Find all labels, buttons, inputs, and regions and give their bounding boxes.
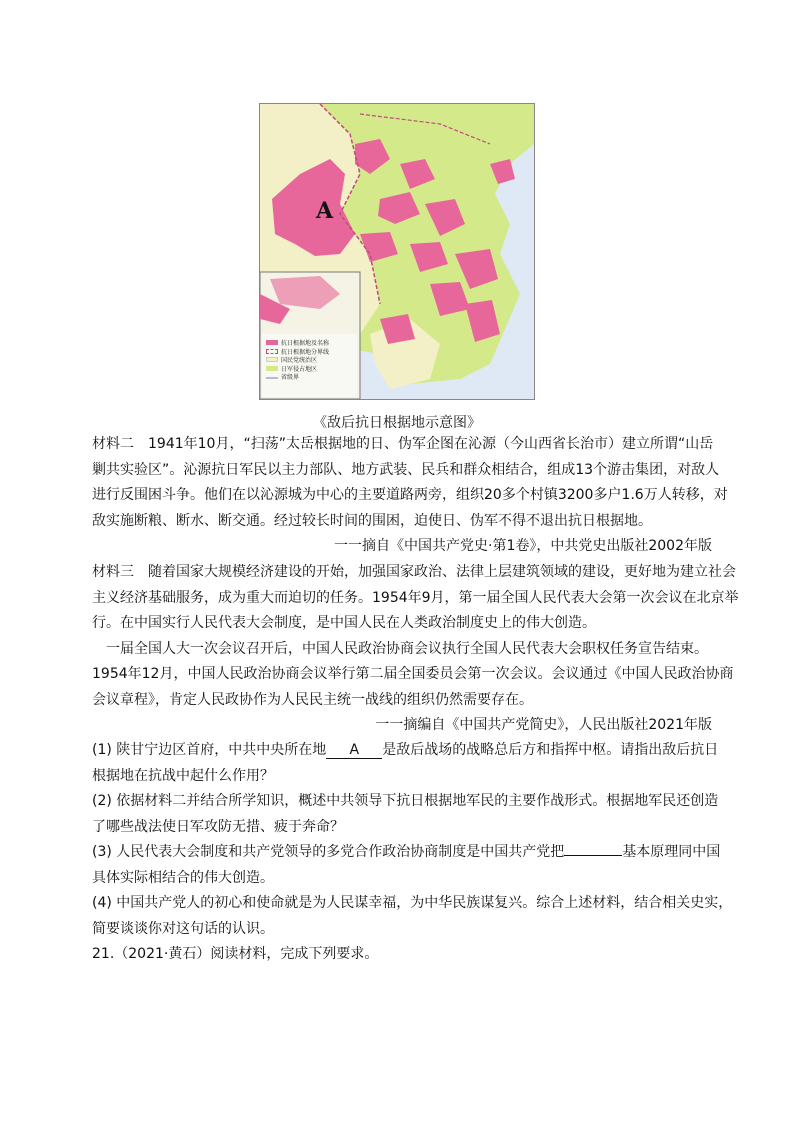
question-2-line2: 了哪些战法使日军攻防无措、疲于奔命？ bbox=[92, 818, 344, 835]
legend-label: 日军侵占地区 bbox=[281, 365, 318, 373]
legend-item bbox=[266, 349, 329, 358]
legend-swatch bbox=[266, 377, 278, 379]
map-legend bbox=[266, 340, 329, 383]
answer-blank-a[interactable]: A bbox=[326, 742, 382, 759]
legend-item bbox=[266, 366, 329, 375]
material-two-line: 剿共实验区”。沁源抗日军民以主力部队、地方武装、民兵和群众相结合，组成13个游击集团，对敌人 bbox=[92, 461, 720, 478]
legend-item bbox=[266, 374, 329, 383]
material-two-line: 敌实施断粮、断水、断交通。经过较长时间的围困，迫使日、伪军不得不退出抗日根据地。 bbox=[92, 512, 652, 529]
question-4-line1: (4) 中国共产党人的初心和使命就是为人民谋幸福，为中华民族谋复兴。综合上述材料，结合相关史实， bbox=[92, 895, 733, 911]
label-a: A bbox=[316, 198, 334, 224]
legend-swatch bbox=[266, 366, 278, 371]
question-1-text: (1) 陕甘宁边区首府，中共中央所在地 bbox=[92, 742, 327, 758]
map-caption: 《敌后抗日根据地示意图》 bbox=[313, 415, 481, 431]
question-3 bbox=[92, 840, 721, 866]
material-two bbox=[92, 432, 728, 560]
material-three-line: 行。在中国实行人民代表大会制度，是中国人民在人类政治制度史上的伟大创造。 bbox=[92, 615, 596, 631]
question-3-line2: 具体实际相结合的伟大创造。 bbox=[92, 869, 274, 886]
question-1-line2: 根据地在抗战中起什么作用？ bbox=[92, 767, 274, 784]
material-three-line: 材料三 随着国家大规模经济建设的开始，加强国家政治、法律上层建筑领域的建设，更好地为建立社会 bbox=[92, 564, 736, 580]
question-1-text-cont: 是敌后战场的战略总后方和指挥中枢。请指出敌后抗日 bbox=[382, 742, 719, 758]
material-three bbox=[92, 560, 739, 739]
base-area-map bbox=[259, 103, 535, 400]
material-three-line: 主义经济基础服务，成为重大而迫切的任务。1954年9月，第一届全国人民代表大会第一次会议在北京举 bbox=[92, 589, 739, 606]
question-1 bbox=[92, 738, 719, 764]
material-two-line: 材料二 1941年10月，“扫荡”太岳根据地的日、伪军企图在沁源（今山西省长治市）建立所谓“山岳 bbox=[92, 436, 714, 452]
legend-swatch bbox=[266, 340, 278, 345]
legend-swatch bbox=[266, 357, 278, 362]
material-three-line: 一届全国人大一次会议召开后，中国人民政治协商会议执行全国人民代表大会职权任务宣告结束。 bbox=[106, 640, 708, 657]
legend-label: 国民党统治区 bbox=[281, 357, 318, 364]
legend-label: 抗日根据地分界线 bbox=[281, 348, 330, 356]
question-3-text: (3) 人民代表大会制度和共产党领导的多党合作政治协商制度是中国共产党把 bbox=[92, 844, 565, 860]
questions bbox=[92, 738, 733, 968]
question-3-text-cont: 基本原理同中国 bbox=[622, 844, 721, 860]
legend-item bbox=[266, 357, 329, 366]
legend-item bbox=[266, 340, 329, 349]
answer-blank[interactable] bbox=[564, 841, 622, 856]
question-4-line2: 简要谈谈你对这句话的认识。 bbox=[92, 920, 274, 937]
legend-swatch bbox=[266, 349, 278, 354]
legend-label: 省级界 bbox=[281, 374, 300, 381]
material-three-line: 会议章程》，肯定人民政协作为人民民主统一战线的组织仍然需要存在。 bbox=[92, 691, 533, 708]
material-two-line: 进行反围困斗争。他们在以沁源城为中心的主要道路两旁，组织20多个村镇3200多户1.6万人转移，对 bbox=[92, 487, 728, 503]
material-three-source: 一一摘编自《中国共产党简史》，人民出版社2021年版 bbox=[375, 717, 712, 733]
next-question-heading: 21.（2021·黄石）阅读材料，完成下列要求。 bbox=[92, 946, 379, 962]
question-2-line1: (2) 依据材料二并结合所学知识，概述中共领导下抗日根据地军民的主要作战形式。根据地军民还创造 bbox=[92, 793, 719, 809]
legend-label: 抗日根据地及名称 bbox=[281, 340, 330, 347]
material-two-source: 一一摘自《中国共产党史·第1卷》，中共党史出版社2002年版 bbox=[334, 538, 712, 554]
material-three-line: 1954年12月，中国人民政治协商会议举行第二届全国委员会第一次会议。会议通过《中国人民政治协商 bbox=[92, 666, 734, 682]
